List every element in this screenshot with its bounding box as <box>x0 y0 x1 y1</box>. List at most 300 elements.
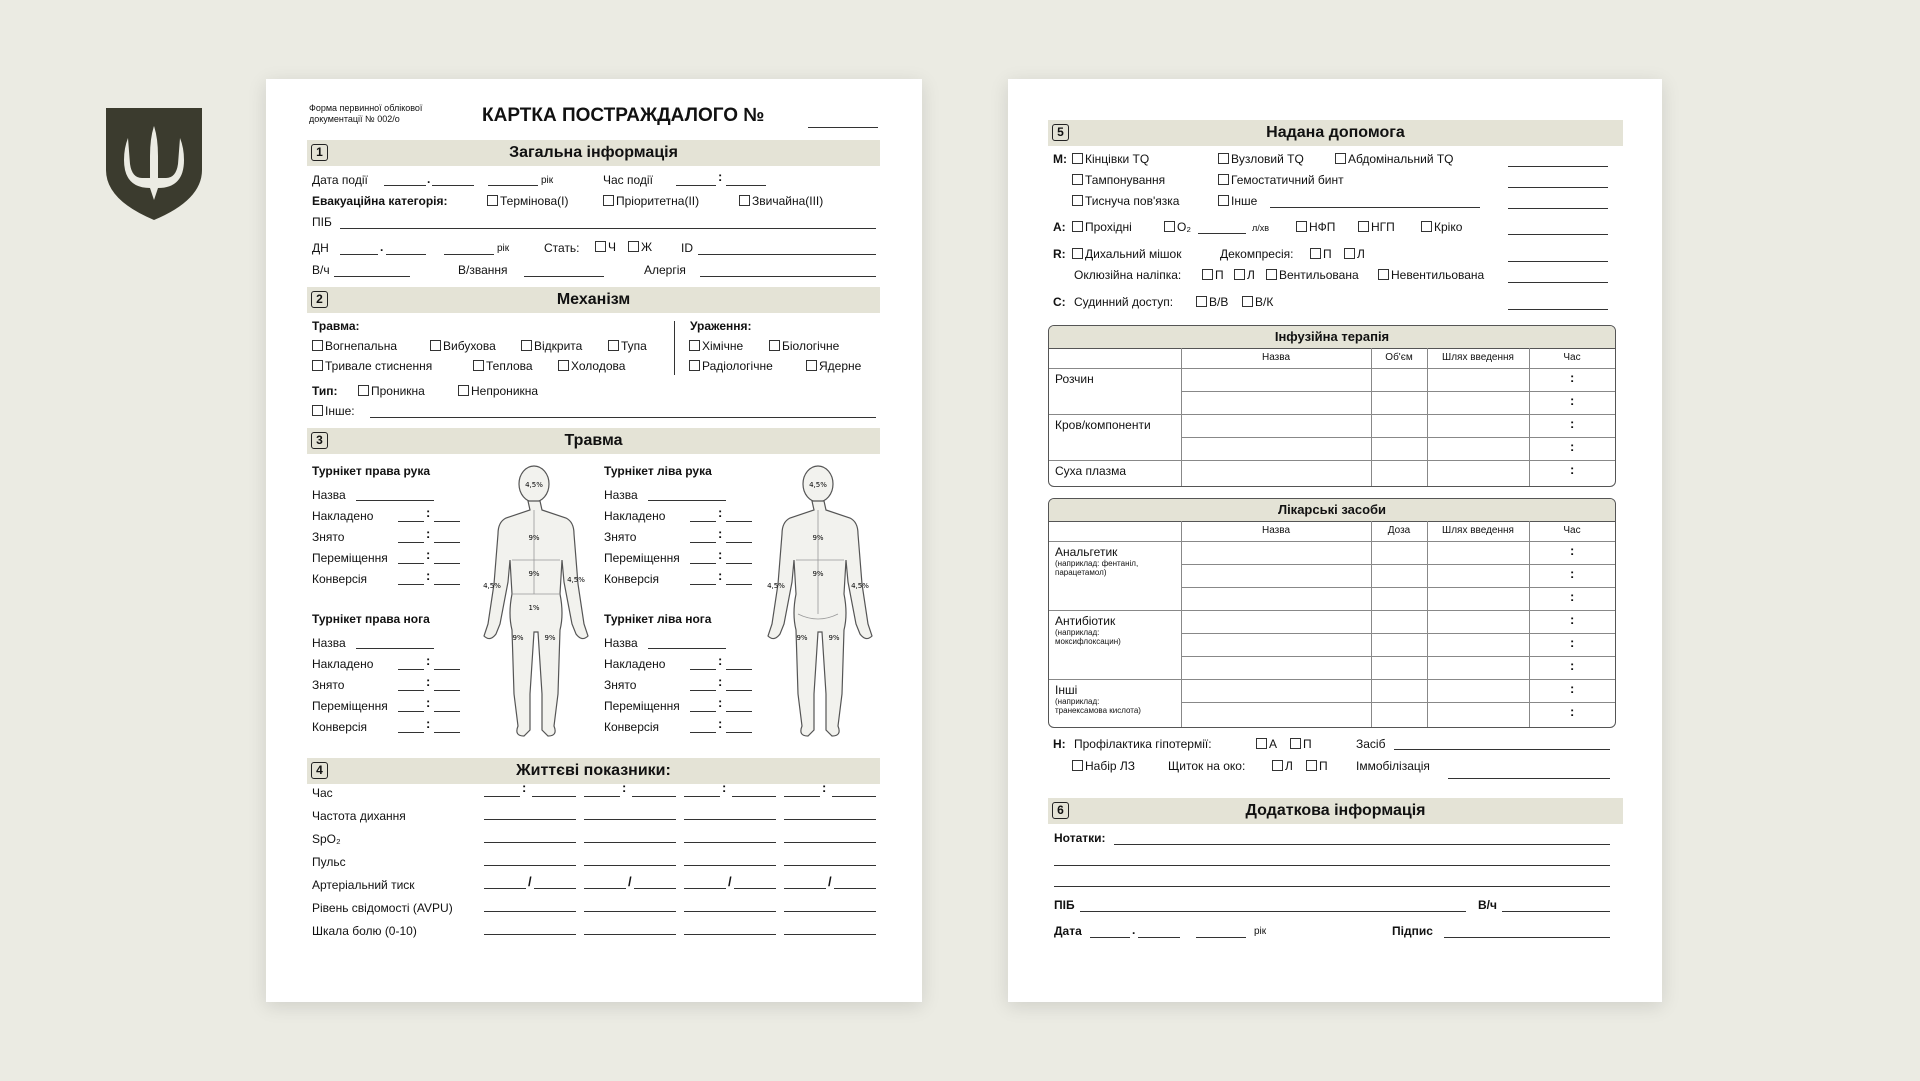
column-divider <box>1371 521 1372 727</box>
penetrating-checkbox[interactable]: Проникна <box>358 384 425 398</box>
column-header: Назва <box>1261 525 1291 536</box>
tq-moved-label: Переміщення <box>312 551 388 565</box>
evac-routine-checkbox[interactable]: Звичайна(ІІІ) <box>739 194 823 208</box>
table-row-label <box>1055 464 1126 478</box>
tq-applied-label: Накладено <box>312 509 374 523</box>
vital-value-1-1[interactable] <box>584 819 676 820</box>
vital-value-5-3[interactable] <box>784 911 876 912</box>
type-label: Тип: <box>312 384 338 398</box>
tq-left-leg-moved-mm[interactable] <box>726 711 752 712</box>
vital-bp-sys-3[interactable] <box>784 888 826 889</box>
tq-removed-label: Знято <box>312 530 345 544</box>
tq-left-arm-conversion-hh[interactable] <box>690 584 716 585</box>
notes-line-3[interactable] <box>1054 886 1610 887</box>
separator: : <box>522 780 527 795</box>
sign-pib-field[interactable] <box>1080 911 1466 912</box>
table-row-label <box>1055 614 1121 646</box>
blast-checkbox[interactable]: Вибухова <box>430 339 496 353</box>
io-checkbox[interactable]: В/К <box>1242 295 1273 309</box>
signature-field[interactable] <box>1444 937 1610 938</box>
form-page-1: Форма первинної облікової документації № 002/о КАРТКА ПОСТРАЖДАЛОГО № 1 Загальна інформація Дата події . рік Час події : Евакуаційна категорія: Термінова(І) Пріоритетна(ІІ) Звичайна(ІІІ) ПІБ ДН . рік Стать: Ч Ж ID В/ч В/звання Алергія 2 Механізм Травма: Вогнепальна Вибухова Відкрита Тупа Тривале стиснення Теплова Холодова Ураження: Хімічне Біологічне Радіологічне Ядерне Тип: Проникна Непроникна Інше: 3 Травма Турнікет права рука Назва Накладено : Знято : Переміщення : Конверсія : Турнікет ліва рука Назва Накладено : Знято : Переміщення : Конверсія : Турнікет права нога Назва Накладено : Знято : Переміщення : Конверсія : Турнікет ліва нога Назва Накладено : Знято : Переміщення : Конверсія : 4,5% 9% 9% 4,5% 4,5% 1% 9% 9% 4,5% 9% 9% 4,5% 4,5% 9% 9% 4 Життєві показники: Час : : : : Частота дихання SpO₂ Пульс Артеріальний тиск / / / / Рівень свідомості (AVPU) Шкала болю (0-10) <box>266 79 922 1002</box>
npa-checkbox[interactable]: НФП <box>1296 220 1335 234</box>
tq-applied-label: Накладено <box>604 509 666 523</box>
tq-removed-label: Знято <box>312 678 345 692</box>
section-1-header: 1 Загальна інформація <box>307 140 880 166</box>
vital-value-3-1[interactable] <box>584 865 676 866</box>
eye-shield-label: Щиток на око: <box>1168 759 1246 773</box>
id-field[interactable] <box>698 254 876 255</box>
time-field[interactable]: : <box>1570 612 1575 627</box>
vital-bp-sys-0[interactable] <box>484 888 526 889</box>
subrow-divider <box>1181 437 1615 438</box>
row-hint: (наприклад: <box>1055 628 1100 637</box>
tq-left-leg-moved-hh[interactable] <box>690 711 716 712</box>
front-chest-pct: 9% <box>528 534 540 542</box>
tq-right-leg-moved-mm[interactable] <box>434 711 460 712</box>
section-2-header: 2 Механізм <box>307 287 880 313</box>
tq-left-leg-name-field[interactable] <box>648 648 726 649</box>
back-arm-left-pct: 4,5% <box>767 582 785 590</box>
event-time-mm-field[interactable] <box>726 185 766 186</box>
vital-bp-dia-3[interactable] <box>834 888 876 889</box>
tq-left-arm-moved-mm[interactable] <box>726 563 752 564</box>
means-field[interactable] <box>1394 749 1610 750</box>
vital-value-3-0[interactable] <box>484 865 576 866</box>
form-page-2: 5 Надана допомога M: Кінцівки TQ Вузловий TQ Абдомінальний TQ Тампонування Гемостатичний бинт Тиснуча пов'язка Інше A: Прохідні O₂ л/хв НФП НГП Кріко R: Дихальний мішок Декомпресія: П Л Оклюзійна наліпка: П Л Вентильована Невентильована C: Судинний доступ: В/В В/К Інфузійна терапія Назва Об'єм Шлях введення Час Розчин : : Кров/компоненти : : Суха плазма : Лікарські засоби Назва Доза Шлях введення Час Анальгетик (наприклад: фентаніл, парацетамол) : : : Антибіотик (наприклад: моксифлоксацин) : : : Інші (наприклад: транексамова кислота) : : H: Профілактика гіпотермії: А П Засіб Набір ЛЗ Щиток на око: Л П Іммобілізація 6 Додаткова інформація Нотатки: ПІБ В/ч Дата . рік Підпис <box>1008 79 1662 1002</box>
column-header: Назва <box>1261 352 1291 363</box>
row-hint: (наприклад: фентаніл, <box>1055 559 1139 568</box>
body-front-figure[interactable] <box>472 464 596 754</box>
vital-bp-sys-1[interactable] <box>584 888 626 889</box>
row-divider <box>1049 368 1615 369</box>
tq-right-leg-removed-hh[interactable] <box>398 690 424 691</box>
trauma-label: Травма: <box>312 319 360 333</box>
time-field[interactable]: : <box>1570 462 1575 477</box>
time-field[interactable]: : <box>1570 658 1575 673</box>
vital-time-hh-1[interactable] <box>584 796 620 797</box>
sex-label: Стать: <box>544 241 580 255</box>
r-note-field-2[interactable] <box>1508 282 1608 283</box>
nonvented-checkbox[interactable]: Невентильована <box>1378 268 1484 282</box>
row-hint: парацетамол) <box>1055 568 1107 577</box>
sign-date-year-field[interactable] <box>1196 937 1246 938</box>
time-field[interactable]: : <box>1570 566 1575 581</box>
row-label-text: Кров/компоненти <box>1055 418 1151 432</box>
unit-field[interactable] <box>334 276 410 277</box>
tq-right-leg-conversion-hh[interactable] <box>398 732 424 733</box>
table-row-label <box>1055 545 1138 577</box>
time-field[interactable]: : <box>1570 393 1575 408</box>
march-c-label: C: <box>1053 295 1066 309</box>
tq-right-leg-applied-hh[interactable] <box>398 669 424 670</box>
back-head-pct: 4,5% <box>809 481 827 489</box>
time-field[interactable]: : <box>1570 543 1575 558</box>
limb-tq-checkbox[interactable]: Кінцівки TQ <box>1072 152 1149 166</box>
vital-value-5-1[interactable] <box>584 911 676 912</box>
subrow-divider <box>1181 391 1615 392</box>
year-label: рік <box>541 175 554 186</box>
rank-label: В/звання <box>458 263 508 277</box>
subrow-divider <box>1181 564 1615 565</box>
hemostatic-checkbox[interactable]: Гемостатичний бинт <box>1218 173 1344 187</box>
tq-left-arm-moved-hh[interactable] <box>690 563 716 564</box>
separator: / <box>828 874 832 889</box>
row-label-text: Анальгетик <box>1055 545 1118 559</box>
row-label-text: Інші <box>1055 683 1078 697</box>
event-date-label: Дата події <box>312 173 368 187</box>
hypothermia-passive-checkbox[interactable]: П <box>1290 737 1312 751</box>
form-code-2: документації № 002/о <box>309 114 400 124</box>
chemical-checkbox[interactable]: Хімічне <box>689 339 743 353</box>
subrow-divider <box>1181 702 1615 703</box>
infusion-title: Інфузійна терапія <box>1049 326 1615 349</box>
tq-left-leg-conversion-hh[interactable] <box>690 732 716 733</box>
vascular-access-label: Судинний доступ: <box>1074 295 1174 309</box>
rank-field[interactable] <box>524 276 604 277</box>
event-date-month-field[interactable] <box>432 185 474 186</box>
vital-value-5-2[interactable] <box>684 911 776 912</box>
tq-right-arm-moved-mm[interactable] <box>434 563 460 564</box>
dob-day-field[interactable] <box>340 254 378 255</box>
crico-checkbox[interactable]: Кріко <box>1421 220 1462 234</box>
immobilization-field[interactable] <box>1448 778 1610 779</box>
event-time-label: Час події <box>603 173 653 187</box>
eye-shield-left-checkbox[interactable]: Л <box>1272 759 1293 773</box>
vital-value-6-3[interactable] <box>784 934 876 935</box>
vital-value-1-2[interactable] <box>684 819 776 820</box>
eye-shield-right-checkbox[interactable]: П <box>1306 759 1328 773</box>
tq-left-arm-title: Турнікет ліва рука <box>604 464 712 478</box>
vital-time-mm-0[interactable] <box>532 796 576 797</box>
hypothermia-active-checkbox[interactable]: А <box>1256 737 1277 751</box>
open-checkbox[interactable]: Відкрита <box>521 339 582 353</box>
tq-right-arm-conversion-mm[interactable] <box>434 584 460 585</box>
vital-row-label: Артеріальний тиск <box>312 878 415 892</box>
column-divider <box>1427 521 1428 727</box>
thermal-checkbox[interactable]: Теплова <box>473 359 533 373</box>
m-other-checkbox[interactable]: Інше <box>1218 194 1257 208</box>
tq-right-arm-conversion-hh[interactable] <box>398 584 424 585</box>
subrow-divider <box>1181 656 1615 657</box>
year-label-2: рік <box>497 243 510 254</box>
tq-right-leg-conversion-mm[interactable] <box>434 732 460 733</box>
tq-right-arm-title: Турнікет права рука <box>312 464 431 478</box>
row-label-text: Суха плазма <box>1055 464 1127 478</box>
march-r-label: R: <box>1053 247 1066 261</box>
vital-bp-dia-2[interactable] <box>734 888 776 889</box>
evac-label: Евакуаційна категорія: <box>312 194 448 208</box>
column-header: Шлях введення <box>1442 525 1514 536</box>
tq-moved-label: Переміщення <box>312 699 388 713</box>
airway-patent-checkbox[interactable]: Прохідні <box>1072 220 1132 234</box>
pib-label: ПІБ <box>312 215 332 229</box>
time-field[interactable]: : <box>1570 589 1575 604</box>
vital-row-label: Рівень свідомості (AVPU) <box>312 901 453 915</box>
allergy-label: Алергія <box>644 263 686 277</box>
tq-left-leg-conversion-mm[interactable] <box>726 732 752 733</box>
radiological-checkbox[interactable]: Радіологічне <box>689 359 773 373</box>
table-row-label <box>1055 372 1094 386</box>
tq-right-arm-applied-hh[interactable] <box>398 521 424 522</box>
time-field[interactable]: : <box>1570 439 1575 454</box>
biological-checkbox[interactable]: Біологічне <box>769 339 839 353</box>
tq-applied-label: Накладено <box>604 657 666 671</box>
pressure-dressing-checkbox[interactable]: Тиснуча пов'язка <box>1072 194 1179 208</box>
column-divider <box>1181 521 1182 727</box>
vented-checkbox[interactable]: Вентильована <box>1266 268 1359 282</box>
separator: / <box>528 874 532 889</box>
separator: / <box>628 874 632 889</box>
tq-right-arm-removed-mm[interactable] <box>434 542 460 543</box>
r-note-field-1[interactable] <box>1508 261 1608 262</box>
m-note-field-1[interactable] <box>1508 166 1608 167</box>
decompression-label: Декомпресія: <box>1220 247 1294 261</box>
vital-row-label: Час <box>312 786 333 800</box>
table-row-label <box>1055 418 1151 432</box>
nuclear-checkbox[interactable]: Ядерне <box>806 359 861 373</box>
column-divider <box>1529 521 1530 727</box>
tq-removed-label: Знято <box>604 530 637 544</box>
vital-value-6-2[interactable] <box>684 934 776 935</box>
sign-unit-field[interactable] <box>1502 911 1610 912</box>
vital-value-1-3[interactable] <box>784 819 876 820</box>
column-header: Час <box>1563 352 1581 363</box>
tq-left-leg-applied-mm[interactable] <box>726 669 752 670</box>
occlusive-label: Оклюзійна наліпка: <box>1074 268 1182 282</box>
tq-moved-label: Переміщення <box>604 699 680 713</box>
front-leg-left-pct: 9% <box>544 634 556 642</box>
tq-removed-label: Знято <box>604 678 637 692</box>
tq-right-leg-title: Турнікет права нога <box>312 612 430 626</box>
separator: : <box>822 780 827 795</box>
junctional-tq-checkbox[interactable]: Вузловий TQ <box>1218 152 1304 166</box>
separator: : <box>722 780 727 795</box>
evac-priority-checkbox[interactable]: Пріоритетна(ІІ) <box>603 194 699 208</box>
notes-label: Нотатки: <box>1054 831 1106 845</box>
nonpenetrating-checkbox[interactable]: Непроникна <box>458 384 538 398</box>
sex-female-checkbox[interactable]: Ж <box>628 240 652 254</box>
row-label-text: Антибіотик <box>1055 614 1116 628</box>
card-number-field[interactable] <box>808 127 878 128</box>
march-h-label: H: <box>1053 737 1066 751</box>
other-field[interactable] <box>370 417 876 418</box>
row-divider <box>1049 679 1615 680</box>
crush-checkbox[interactable]: Тривале стиснення <box>312 359 432 373</box>
section-6-header: 6 Додаткова інформація <box>1048 798 1623 824</box>
tq-conversion-label: Конверсія <box>604 720 660 734</box>
tq-left-arm-name-field[interactable] <box>648 500 726 501</box>
vital-time-hh-0[interactable] <box>484 796 520 797</box>
vital-value-2-0[interactable] <box>484 842 576 843</box>
column-header: Шлях введення <box>1442 352 1514 363</box>
dob-year-field[interactable] <box>444 254 494 255</box>
dob-label: ДН <box>312 241 329 255</box>
subrow-divider <box>1181 587 1615 588</box>
vital-time-hh-2[interactable] <box>684 796 720 797</box>
vital-row-label: Шкала болю (0-10) <box>312 924 417 938</box>
time-field[interactable]: : <box>1570 635 1575 650</box>
mechanism-divider <box>674 321 675 375</box>
event-date-year-field[interactable] <box>488 185 538 186</box>
vital-row-label: SpO₂ <box>312 832 341 846</box>
vital-value-3-2[interactable] <box>684 865 776 866</box>
time-field[interactable]: : <box>1570 416 1575 431</box>
unit-label: В/ч <box>312 263 330 277</box>
med-kit-checkbox[interactable]: Набір ЛЗ <box>1072 759 1135 773</box>
tq-right-arm-applied-mm[interactable] <box>434 521 460 522</box>
tq-conversion-label: Конверсія <box>604 572 660 586</box>
column-header: Доза <box>1387 525 1411 536</box>
tq-right-leg-removed-mm[interactable] <box>434 690 460 691</box>
subrow-divider <box>1181 633 1615 634</box>
tq-right-arm-removed-hh[interactable] <box>398 542 424 543</box>
sign-pib-label: ПІБ <box>1054 898 1075 912</box>
vital-value-3-3[interactable] <box>784 865 876 866</box>
tq-left-arm-applied-hh[interactable] <box>690 521 716 522</box>
vital-time-hh-3[interactable] <box>784 796 820 797</box>
vital-bp-dia-0[interactable] <box>534 888 576 889</box>
other-checkbox[interactable]: Інше: <box>312 404 355 418</box>
time-field[interactable]: : <box>1570 370 1575 385</box>
tq-left-arm-removed-hh[interactable] <box>690 542 716 543</box>
oxygen-checkbox[interactable]: O₂ <box>1164 220 1191 234</box>
row-label-text: Розчин <box>1055 372 1094 386</box>
tq-right-leg-applied-mm[interactable] <box>434 669 460 670</box>
occlusive-right-checkbox[interactable]: П <box>1202 268 1224 282</box>
column-header: Час <box>1563 525 1581 536</box>
vital-bp-dia-1[interactable] <box>634 888 676 889</box>
iv-checkbox[interactable]: В/В <box>1196 295 1228 309</box>
vital-time-mm-1[interactable] <box>632 796 676 797</box>
back-lower-pct: 9% <box>812 570 824 578</box>
vital-time-mm-3[interactable] <box>832 796 876 797</box>
form-code: Форма первинної облікової <box>309 103 423 113</box>
separator: / <box>728 874 732 889</box>
vital-value-2-2[interactable] <box>684 842 776 843</box>
time-field[interactable]: : <box>1570 704 1575 719</box>
table-row-label <box>1055 683 1141 715</box>
tq-name-label: Назва <box>604 488 638 502</box>
vital-time-mm-2[interactable] <box>732 796 776 797</box>
a-note-field[interactable] <box>1508 234 1608 235</box>
means-label: Засіб <box>1356 737 1386 751</box>
row-hint: моксифлоксацин) <box>1055 637 1121 646</box>
row-divider <box>1049 414 1615 415</box>
notes-line-2[interactable] <box>1054 865 1610 866</box>
oxygen-rate-field[interactable] <box>1198 233 1246 234</box>
front-arm-right-pct: 4,5% <box>483 582 501 590</box>
column-header: Об'єм <box>1385 352 1413 363</box>
packing-checkbox[interactable]: Тампонування <box>1072 173 1165 187</box>
tq-right-arm-moved-hh[interactable] <box>398 563 424 564</box>
vital-bp-sys-2[interactable] <box>684 888 726 889</box>
oxygen-unit: л/хв <box>1252 223 1270 233</box>
sign-date-month-field[interactable] <box>1138 937 1180 938</box>
m-note-field-3[interactable] <box>1508 208 1608 209</box>
infusion-table <box>1048 325 1616 487</box>
section-5-header: 5 Надана допомога <box>1048 120 1623 146</box>
vital-value-6-1[interactable] <box>584 934 676 935</box>
row-divider <box>1049 610 1615 611</box>
row-divider <box>1049 541 1615 542</box>
evac-urgent-checkbox[interactable]: Термінова(І) <box>487 194 568 208</box>
m-note-field-2[interactable] <box>1508 187 1608 188</box>
occlusive-left-checkbox[interactable]: Л <box>1234 268 1255 282</box>
decompression-left-checkbox[interactable]: Л <box>1344 247 1365 261</box>
tq-left-arm-removed-mm[interactable] <box>726 542 752 543</box>
tq-moved-label: Переміщення <box>604 551 680 565</box>
notes-line-1[interactable] <box>1114 844 1610 845</box>
vital-value-2-3[interactable] <box>784 842 876 843</box>
medications-title: Лікарські засоби <box>1049 499 1615 522</box>
c-note-field[interactable] <box>1508 309 1608 310</box>
march-a-label: A: <box>1053 220 1066 234</box>
card-title: КАРТКА ПОСТРАЖДАЛОГО № <box>482 105 765 126</box>
cold-checkbox[interactable]: Холодова <box>558 359 625 373</box>
event-date-day-field[interactable] <box>384 185 426 186</box>
tq-left-leg-removed-hh[interactable] <box>690 690 716 691</box>
vital-value-5-0[interactable] <box>484 911 576 912</box>
back-upper-pct: 9% <box>812 534 824 542</box>
tq-conversion-label: Конверсія <box>312 572 368 586</box>
allergy-field[interactable] <box>700 276 876 277</box>
pib-field[interactable] <box>340 228 876 229</box>
tq-name-label: Назва <box>604 636 638 650</box>
abdominal-tq-checkbox[interactable]: Абдомінальний TQ <box>1335 152 1454 166</box>
trident-emblem-icon <box>106 108 202 220</box>
vital-row-label: Пульс <box>312 855 346 869</box>
row-hint: (наприклад: <box>1055 697 1100 706</box>
section-3-header: 3 Травма <box>307 428 880 454</box>
tq-name-label: Назва <box>312 636 346 650</box>
blunt-checkbox[interactable]: Тупа <box>608 339 647 353</box>
tq-left-leg-applied-hh[interactable] <box>690 669 716 670</box>
lesion-label: Ураження: <box>690 319 752 333</box>
tq-right-leg-moved-hh[interactable] <box>398 711 424 712</box>
section-4-header: 4 Життєві показники: <box>307 758 880 784</box>
id-label: ID <box>681 241 693 255</box>
tq-left-arm-conversion-mm[interactable] <box>726 584 752 585</box>
tq-conversion-label: Конверсія <box>312 720 368 734</box>
back-leg-left-pct: 9% <box>796 634 808 642</box>
sign-year-label: рік <box>1254 926 1267 937</box>
event-time-hh-field[interactable] <box>676 185 716 186</box>
bvm-checkbox[interactable]: Дихальний мішок <box>1072 247 1181 261</box>
back-arm-right-pct: 4,5% <box>851 582 869 590</box>
tq-left-leg-removed-mm[interactable] <box>726 690 752 691</box>
decompression-right-checkbox[interactable]: П <box>1310 247 1332 261</box>
dob-month-field[interactable] <box>386 254 426 255</box>
tq-right-leg-name-field[interactable] <box>356 648 434 649</box>
gunshot-checkbox[interactable]: Вогнепальна <box>312 339 397 353</box>
nga-checkbox[interactable]: НГП <box>1358 220 1395 234</box>
vital-value-1-0[interactable] <box>484 819 576 820</box>
m-other-field[interactable] <box>1270 207 1480 208</box>
tq-left-arm-applied-mm[interactable] <box>726 521 752 522</box>
vital-value-2-1[interactable] <box>584 842 676 843</box>
row-hint: транексамова кислота) <box>1055 706 1141 715</box>
sex-male-checkbox[interactable]: Ч <box>595 240 616 254</box>
tq-applied-label: Накладено <box>312 657 374 671</box>
sign-date-day-field[interactable] <box>1090 937 1130 938</box>
tq-right-arm-name-field[interactable] <box>356 500 434 501</box>
tq-left-leg-title: Турнікет ліва нога <box>604 612 712 626</box>
hypothermia-label: Профілактика гіпотермії: <box>1074 737 1212 751</box>
march-m-label: M: <box>1053 152 1067 166</box>
vital-value-6-0[interactable] <box>484 934 576 935</box>
body-back-figure[interactable] <box>756 464 880 754</box>
time-field[interactable]: : <box>1570 681 1575 696</box>
